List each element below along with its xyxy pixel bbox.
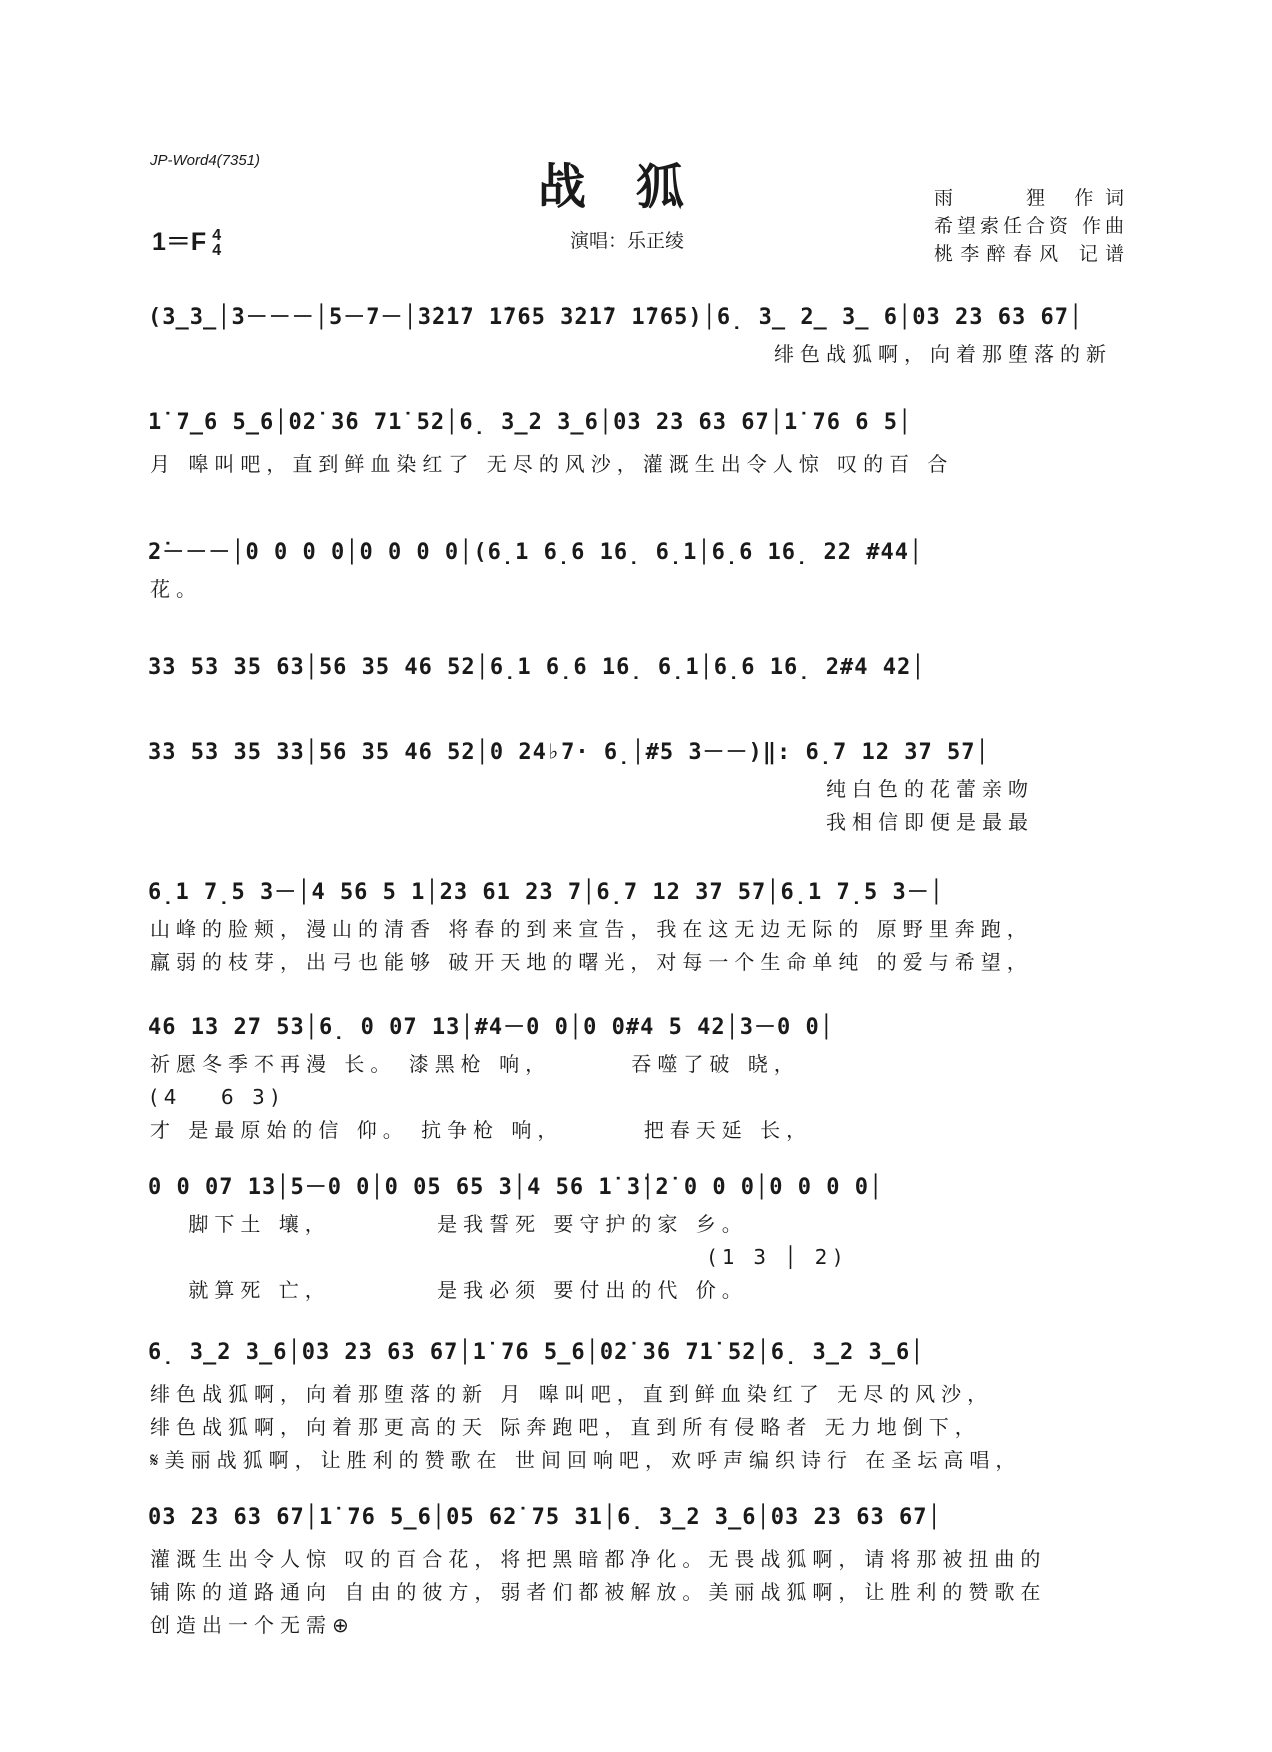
lyric-line: 绯色战狐啊，向着那堕落的新 <box>150 342 1112 366</box>
lyric-line: 花。 <box>150 577 202 601</box>
notation-row: 2̇－－－│0 0 0 0│0 0 0 0│(6̣1 6̣6 16̣ 6̣1│6̣6 16̣ 22 #44│ <box>148 540 924 565</box>
song-title: 战狐 <box>537 159 734 215</box>
notation-row: 1̇ 7̲6 5̲6│02̇ 3̇6 71̇ 52│6̣ 3̲2 3̲6│03 23 63 67│1̇ 76 6 5│ <box>148 410 913 435</box>
lyric-line: 灌溉生出令人惊 叹的百合花，将把黑暗都净化。无畏战狐啊，请将那被扭曲的 <box>150 1547 1047 1571</box>
lyric-line: 就算死 亡， 是我必须 要付出的代 价。 <box>150 1278 748 1302</box>
notation-row: 33 53 35 33│56 35 46 52│0 24♭7· 6̣│#5 3－－)‖: 6̣7 12 37 57│ <box>148 740 990 765</box>
composer-credit: 希望索任合资 作曲 <box>934 215 1124 237</box>
lyricist-credit: 雨 狸 作词 <box>934 187 1124 209</box>
lyric-line: 创造出一个无需⊕ <box>150 1613 355 1637</box>
lyric-line: 才 是最原始的信 仰。 抗争枪 响， 把春天延 长， <box>150 1118 813 1142</box>
lyric-line: (4 6 3) <box>150 1085 285 1109</box>
lyric-line: 我相信即便是最最 <box>150 810 1034 834</box>
lyric-line: 铺陈的道路通向 自由的彼方，弱者们都被解放。美丽战狐啊，让胜利的赞歌在 <box>150 1580 1047 1604</box>
source-label: JP-Word4(7351) <box>150 152 261 169</box>
lyric-line: 月 嗥叫吧，直到鲜血染红了 无尽的风沙，灌溉生出令人惊 叹的百 合 <box>150 452 954 476</box>
notation-row: 46 13 27 53│6̣ 0 07 13│#4－0 0│0 0#4 5 42│3－0 0│ <box>148 1015 835 1040</box>
time-bottom: 4 <box>212 242 222 260</box>
key-signature <box>152 222 221 258</box>
notation-row: (3̲3̲│3－－－│5－7－│3̇2̇1̇7 1̇765 3̇2̇1̇7 1̇765)│6̣ 3̲ 2̲ 3̲ 6│03 23 63 67│ <box>148 305 1084 330</box>
lyric-line: 𝄋美丽战狐啊，让胜利的赞歌在 世间回响吧，欢呼声编织诗行 在圣坛高唱， <box>150 1448 1022 1472</box>
key-label: 1＝F <box>152 228 207 256</box>
time-signature <box>212 228 221 258</box>
lyric-line: 祈愿冬季不再漫 长。 漆黑枪 响， 吞噬了破 晓， <box>150 1052 800 1076</box>
lyric-line: 脚下土 壤， 是我誓死 要守护的家 乡。 <box>150 1212 748 1236</box>
lyric-line: 绯色战狐啊，向着那更高的天 际奔跑吧，直到所有侵略者 无力地倒下， <box>150 1415 981 1439</box>
notation-row: 6̣ 3̲2 3̲6│03 23 63 67│1̇ 76 5̲6│02̇ 3̇6 71̇ 52│6̣ 3̲2 3̲6│ <box>148 1340 925 1365</box>
notation-row: 6̣1 7̣5 3－│4 56 5 1│23 61 23 7│6̣7 12 37 57│6̣1 7̣5 3－│ <box>148 880 944 905</box>
notation-row: 03 23 63 67│1̇ 76 5̲6│05 62̇ 75 31│6̣ 3̲2 3̲6│03 23 63 67│ <box>148 1505 942 1530</box>
lyric-line: (1 3 │ 2) <box>150 1245 848 1269</box>
notation-row: 33 53 35 63│56 35 46 52│6̣1 6̣6 16̣ 6̣1│6̣6 16̣ 2#4 42│ <box>148 655 926 680</box>
lyric-line: 绯色战狐啊，向着那堕落的新 月 嗥叫吧，直到鲜血染红了 无尽的风沙， <box>150 1382 994 1406</box>
notation-row: 0 0 07 13│5－0 0│0 05 65 3│4 56 1̇ 3̇│2̇ 0 0 0│0 0 0 0│ <box>148 1175 884 1200</box>
lyric-line: 纯白色的花蕾亲吻 <box>150 777 1034 801</box>
transcriber-credit: 桃李醉春风 记谱 <box>934 243 1124 265</box>
singer-credit: 演唱：乐正绫 <box>570 230 685 252</box>
credits <box>934 184 1124 268</box>
time-top: 4 <box>212 227 222 245</box>
lyric-line: 羸弱的枝芽，出弓也能够 破开天地的曙光，对每一个生命单纯 的爱与希望， <box>150 950 1033 974</box>
lyric-line: 山峰的脸颊，漫山的清香 将春的到来宣告，我在这无边无际的 原野里奔跑， <box>150 917 1033 941</box>
